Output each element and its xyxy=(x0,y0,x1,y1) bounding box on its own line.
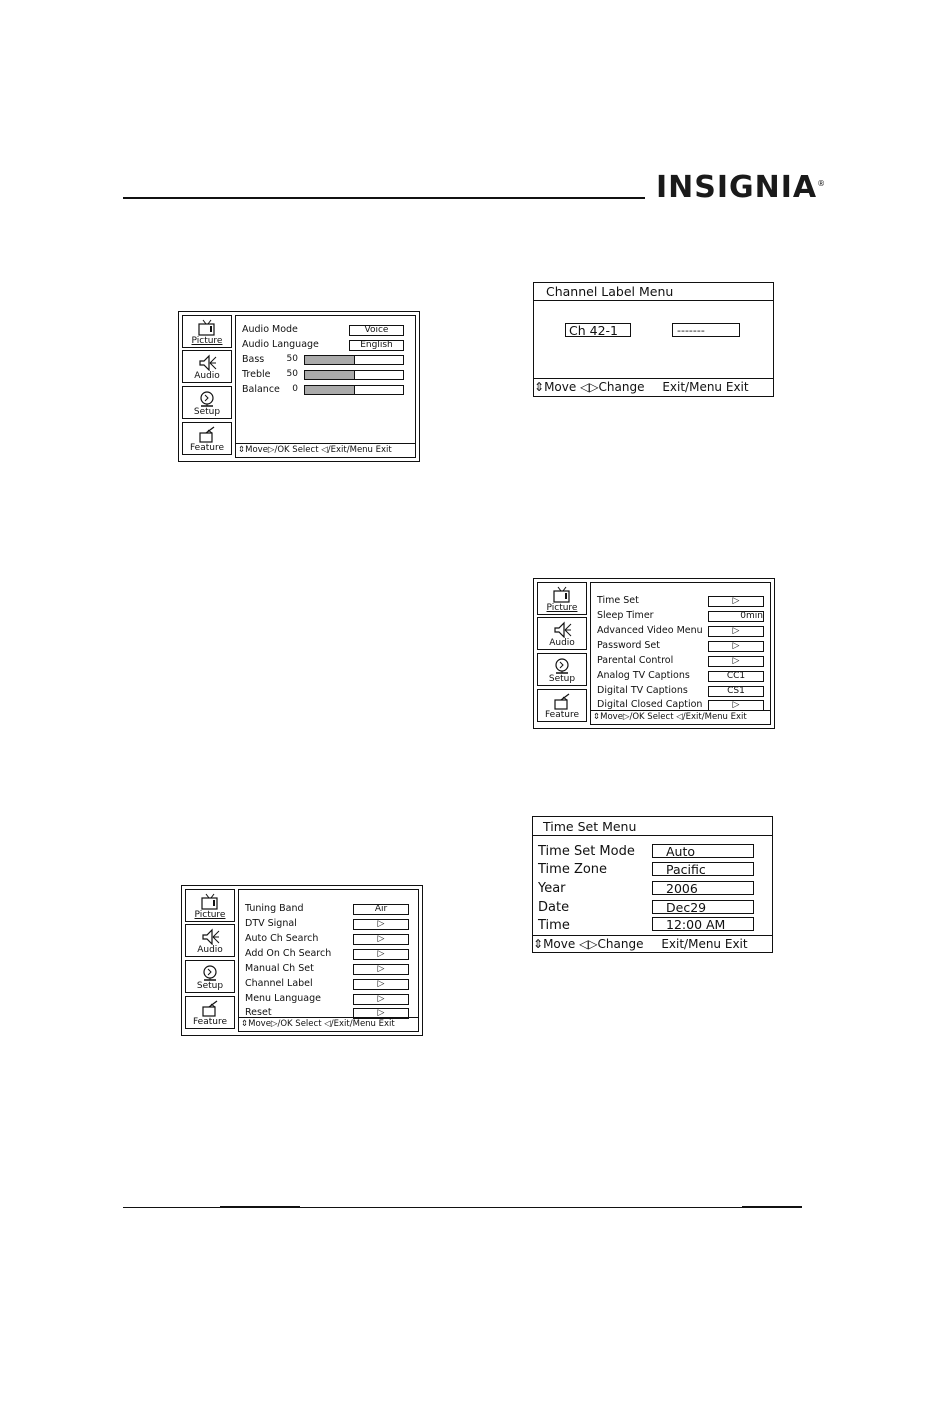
sidebar-item-label: Picture xyxy=(546,603,578,613)
feature-icon xyxy=(197,426,217,443)
menu-row-value[interactable]: CS1 xyxy=(708,686,764,697)
menu-row-label: Auto Ch Search xyxy=(245,933,319,944)
balance-slider[interactable] xyxy=(304,385,404,395)
footer-exit: /Exit/Menu Exit xyxy=(327,445,392,455)
sidebar-item-label: Feature xyxy=(192,1017,227,1027)
sidebar-item-feature[interactable] xyxy=(182,422,232,455)
menu-row-value[interactable]: ▷ xyxy=(353,919,409,930)
footer-rule-accent xyxy=(742,1206,802,1208)
menu-row-label: Time Set xyxy=(597,595,639,606)
slider-fill xyxy=(305,356,355,364)
osd-main-panel xyxy=(238,889,419,1032)
menu-row-label: Year xyxy=(538,881,566,896)
year-field[interactable]: 2006 xyxy=(652,881,754,895)
feature-osd-menu xyxy=(533,578,775,729)
menu-row-label: Audio Language xyxy=(242,339,319,350)
slider-fill xyxy=(305,371,355,379)
bass-slider[interactable] xyxy=(304,355,404,365)
sidebar-item-picture[interactable] xyxy=(182,315,232,348)
footer-change: Change xyxy=(597,937,644,951)
slider-label: Bass xyxy=(242,354,265,365)
osd-sidebar xyxy=(182,315,232,458)
menu-row-label: Digital TV Captions xyxy=(597,685,688,696)
menu-row-label: Menu Language xyxy=(245,993,321,1004)
feature-icon xyxy=(200,1000,220,1017)
audio-mode-value[interactable]: Voice xyxy=(349,325,404,336)
time-field[interactable]: 12:00 AM xyxy=(652,917,754,931)
menu-row-value[interactable]: ▷ xyxy=(353,994,409,1005)
menu-row-label: Add On Ch Search xyxy=(245,948,332,959)
sidebar-item-setup[interactable] xyxy=(537,653,587,686)
sidebar-item-picture[interactable] xyxy=(185,889,235,922)
right-arrow-icon: ▷ xyxy=(622,712,630,722)
menu-row-value[interactable]: Air xyxy=(353,904,409,915)
sidebar-item-label: Audio xyxy=(194,371,220,381)
sidebar-item-label: Picture xyxy=(194,910,226,920)
slider-value: 0 xyxy=(292,384,298,394)
menu-row-label: Tuning Band xyxy=(245,903,304,914)
menu-row-value[interactable]: ▷ xyxy=(708,641,764,652)
osd-main-panel xyxy=(235,315,416,458)
sidebar-item-label: Audio xyxy=(549,638,575,648)
menu-row-value[interactable]: ▷ xyxy=(708,656,764,667)
left-arrow-icon: ◁ xyxy=(324,1019,331,1029)
satellite-dish-icon xyxy=(197,390,217,407)
menu-footer xyxy=(533,935,772,952)
footer-rule-accent xyxy=(220,1206,300,1208)
time-set-menu xyxy=(532,816,773,953)
setup-osd-menu xyxy=(181,885,423,1036)
left-arrow-icon: ◁ xyxy=(321,445,328,455)
menu-footer xyxy=(534,378,773,396)
menu-row-label: Advanced Video Menu xyxy=(597,625,703,636)
time-set-mode-field[interactable]: Auto xyxy=(652,844,754,858)
menu-title: Channel Label Menu xyxy=(534,283,773,301)
sidebar-item-audio[interactable] xyxy=(182,350,232,383)
menu-row-value[interactable]: ▷ xyxy=(708,626,764,637)
speaker-icon xyxy=(200,928,220,945)
menu-row-label: DTV Signal xyxy=(245,918,297,929)
osd-footer xyxy=(591,710,770,724)
up-down-arrow-icon: ⇕ xyxy=(534,380,545,394)
sidebar-item-feature[interactable] xyxy=(537,689,587,722)
satellite-dish-icon xyxy=(200,964,220,981)
sidebar-item-audio[interactable] xyxy=(185,924,235,957)
up-down-arrow-icon: ⇕ xyxy=(238,445,246,455)
footer-exit: /Exit/Menu Exit xyxy=(682,712,747,722)
slider-label: Balance xyxy=(242,384,280,395)
sidebar-item-feature[interactable] xyxy=(185,996,235,1029)
slider-value: 50 xyxy=(286,354,298,364)
footer-move: Move xyxy=(245,445,268,455)
speaker-icon xyxy=(552,621,572,638)
audio-osd-menu xyxy=(178,311,420,462)
up-down-arrow-icon: ⇕ xyxy=(593,712,601,722)
osd-sidebar xyxy=(185,889,235,1032)
menu-row-label: Date xyxy=(538,900,570,915)
menu-row-label: Channel Label xyxy=(245,978,313,989)
right-arrow-icon: ▷ xyxy=(267,445,275,455)
footer-select: /OK Select xyxy=(277,1019,322,1029)
footer-move: Move xyxy=(248,1019,271,1029)
sidebar-item-label: Audio xyxy=(197,945,223,955)
date-field[interactable]: Dec29 xyxy=(652,900,754,914)
sidebar-item-audio[interactable] xyxy=(537,617,587,650)
footer-move: Move xyxy=(543,937,576,951)
footer-exit: /Exit/Menu Exit xyxy=(330,1019,395,1029)
sidebar-item-label: Setup xyxy=(548,674,576,684)
brand-logo: INSIGNIA® xyxy=(656,170,827,205)
sidebar-item-label: Feature xyxy=(544,710,579,720)
menu-row-value[interactable]: ▷ xyxy=(708,596,764,607)
up-down-arrow-icon: ⇕ xyxy=(241,1019,249,1029)
slider-value: 50 xyxy=(286,369,298,379)
osd-footer xyxy=(236,443,415,457)
footer-select: /OK Select xyxy=(274,445,319,455)
menu-row-label: Sleep Timer xyxy=(597,610,654,621)
sidebar-item-setup[interactable] xyxy=(182,386,232,419)
menu-row-label: Time xyxy=(538,918,570,933)
menu-row-label: Analog TV Captions xyxy=(597,670,690,681)
footer-exit: Exit/Menu Exit xyxy=(662,380,749,394)
sidebar-item-label: Setup xyxy=(193,407,221,417)
menu-row-value[interactable]: ▷ xyxy=(708,700,764,711)
sidebar-item-picture[interactable] xyxy=(537,582,587,615)
osd-sidebar xyxy=(537,582,587,725)
menu-row-label: Reset xyxy=(245,1007,272,1018)
menu-row-value[interactable]: ▷ xyxy=(353,979,409,990)
channel-label-field[interactable]: ------- xyxy=(672,323,740,337)
menu-row-label: Password Set xyxy=(597,640,660,651)
footer-change: Change xyxy=(598,380,645,394)
time-zone-field[interactable]: Pacific xyxy=(652,862,754,876)
footer-move: Move xyxy=(544,380,577,394)
channel-label-menu xyxy=(533,282,774,397)
footer-exit: Exit/Menu Exit xyxy=(661,937,748,951)
menu-row-label: Time Set Mode xyxy=(538,844,635,859)
left-right-arrow-icon: ◁▷ xyxy=(580,380,599,394)
menu-row-value[interactable]: ▷ xyxy=(353,934,409,945)
menu-row-label: Time Zone xyxy=(538,862,608,877)
tv-icon xyxy=(200,893,220,910)
slider-fill xyxy=(305,386,355,394)
audio-language-value[interactable]: English xyxy=(349,340,404,351)
menu-row-label: Audio Mode xyxy=(242,324,298,335)
menu-row-value[interactable]: ▷ xyxy=(353,949,409,960)
osd-main-panel xyxy=(590,582,771,725)
menu-row-value[interactable]: ▷ xyxy=(353,964,409,975)
menu-title: Time Set Menu xyxy=(533,817,772,836)
brand-name: INSIGNIA xyxy=(656,170,818,205)
footer-select: /OK Select xyxy=(629,712,674,722)
footer-move: Move xyxy=(600,712,623,722)
header-rule xyxy=(123,197,645,199)
right-arrow-icon: ▷ xyxy=(270,1019,278,1029)
speaker-icon xyxy=(197,354,217,371)
slider-label: Treble xyxy=(242,369,271,380)
menu-row-value[interactable]: ▷ xyxy=(353,1008,409,1019)
menu-row-value[interactable]: CC1 xyxy=(708,671,764,682)
satellite-dish-icon xyxy=(552,657,572,674)
osd-footer xyxy=(239,1017,418,1031)
feature-icon xyxy=(552,693,572,710)
tv-icon xyxy=(197,319,217,336)
up-down-arrow-icon: ⇕ xyxy=(533,937,544,951)
left-right-arrow-icon: ◁▷ xyxy=(579,937,598,951)
left-arrow-icon: ◁ xyxy=(676,712,683,722)
sidebar-item-label: Setup xyxy=(196,981,224,991)
sidebar-item-label: Picture xyxy=(191,336,223,346)
treble-slider[interactable] xyxy=(304,370,404,380)
sidebar-item-label: Feature xyxy=(189,443,224,453)
menu-row-label: Manual Ch Set xyxy=(245,963,314,974)
channel-number-field[interactable]: Ch 42-1 xyxy=(565,323,631,337)
tv-icon xyxy=(552,586,572,603)
sidebar-item-setup[interactable] xyxy=(185,960,235,993)
menu-row-label: Digital Closed Caption xyxy=(597,699,703,710)
menu-row-label: Parental Control xyxy=(597,655,674,666)
menu-row-value[interactable]: 0min xyxy=(708,611,764,622)
